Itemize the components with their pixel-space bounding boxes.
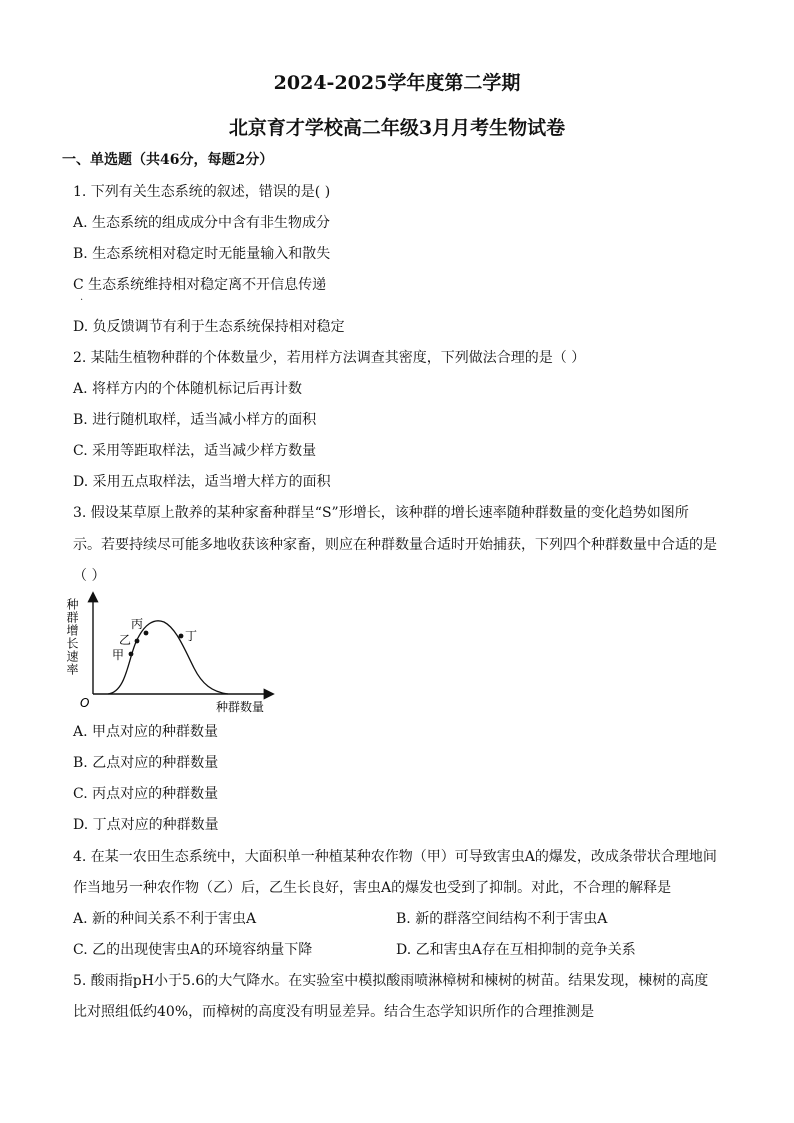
q2-stem: 2. 某陆生植物种群的个体数量少，若用样方法调查其密度，下列做法合理的是（ ） (73, 350, 586, 366)
graph-label-jia: 甲 (112, 648, 125, 662)
q4-option-b: B. 新的群落空间结构不利于害虫A (396, 911, 608, 927)
q2-option-b: B. 进行随机取样，适当减小样方的面积 (73, 412, 317, 428)
q1-option-a: A. 生态系统的组成成分中含有非生物成分 (73, 215, 331, 231)
graph-point-bing (144, 631, 149, 636)
doc-title-line2: 北京育才学校高二年级3月月考生物试卷 (228, 117, 566, 139)
graph-y-label: 种群增长速率 (65, 598, 79, 676)
doc-title-line1: 2024-2025学年度第二学期 (273, 72, 521, 94)
graph-origin-label: O (80, 696, 90, 710)
graph-label-yi: 乙 (119, 633, 132, 647)
q5-stem-line1: 5. 酸雨指pH小于5.6的大气降水。在实验室中模拟酸雨喷淋樟树和楝树的树苗。结果发现，楝树的高度 (73, 973, 709, 989)
q1-stem: 1. 下列有关生态系统的叙述，错误的是( ) (73, 184, 331, 200)
q3-option-c: C. 丙点对应的种群数量 (73, 786, 219, 802)
graph-point-yi (135, 639, 140, 644)
q1-option-c-dot: . (80, 292, 84, 303)
q4-option-c: C. 乙的出现使害虫A的环境容纳量下降 (73, 942, 313, 958)
graph-curve (108, 621, 228, 694)
q4-option-d: D. 乙和害虫A存在互相抑制的竞争关系 (396, 942, 636, 958)
graph-label-ding: 丁 (185, 629, 198, 643)
q3-stem-line3: （ ） (73, 568, 106, 584)
q3-stem-line2: 示。若要持续尽可能多地收获该种家畜，则应在种群数量合适时开始捕获，下列四个种群数量中合适的是 (73, 537, 717, 553)
q1-option-d: D. 负反馈调节有利于生态系统保持相对稳定 (73, 319, 345, 335)
q3-option-d: D. 丁点对应的种群数量 (73, 817, 219, 833)
q4-stem-line2: 作当地另一种农作物（乙）后，乙生长良好，害虫A的爆发也受到了抑制。对此，不合理的解释是 (73, 880, 672, 896)
q1-option-b: B. 生态系统相对稳定时无能量输入和散失 (73, 246, 331, 262)
q3-growth-rate-graph (65, 588, 280, 718)
q3-option-b: B. 乙点对应的种群数量 (73, 755, 219, 771)
graph-label-bing: 丙 (131, 617, 144, 631)
graph-x-label: 种群数量 (216, 700, 265, 714)
q2-option-a: A. 将样方内的个体随机标记后再计数 (73, 381, 303, 397)
q3-stem-line1: 3. 假设某草原上散养的某种家畜种群呈“S”形增长，该种群的增长速率随种群数量的变化趋势如图所 (73, 505, 689, 521)
q2-option-c: C. 采用等距取样法，适当减少样方数量 (73, 443, 317, 459)
q2-option-d: D. 采用五点取样法，适当增大样方的面积 (73, 474, 331, 490)
q4-stem-line1: 4. 在某一农田生态系统中，大面积单一种植某种农作物（甲）可导致害虫A的爆发，改成条带状合理地间 (73, 849, 717, 865)
section-heading: 一、单选题（共46分，每题2分） (62, 152, 274, 168)
q1-option-c: C 生态系统维持相对稳定离不开信息传递 (73, 277, 327, 293)
graph-point-ding (179, 634, 184, 639)
graph-point-jia (129, 652, 134, 657)
q5-stem-line2: 比对照组低约40%，而樟树的高度没有明显差异。结合生态学知识所作的合理推测是 (73, 1004, 595, 1020)
q3-option-a: A. 甲点对应的种群数量 (73, 724, 219, 740)
q4-option-a: A. 新的种间关系不利于害虫A (73, 911, 257, 927)
